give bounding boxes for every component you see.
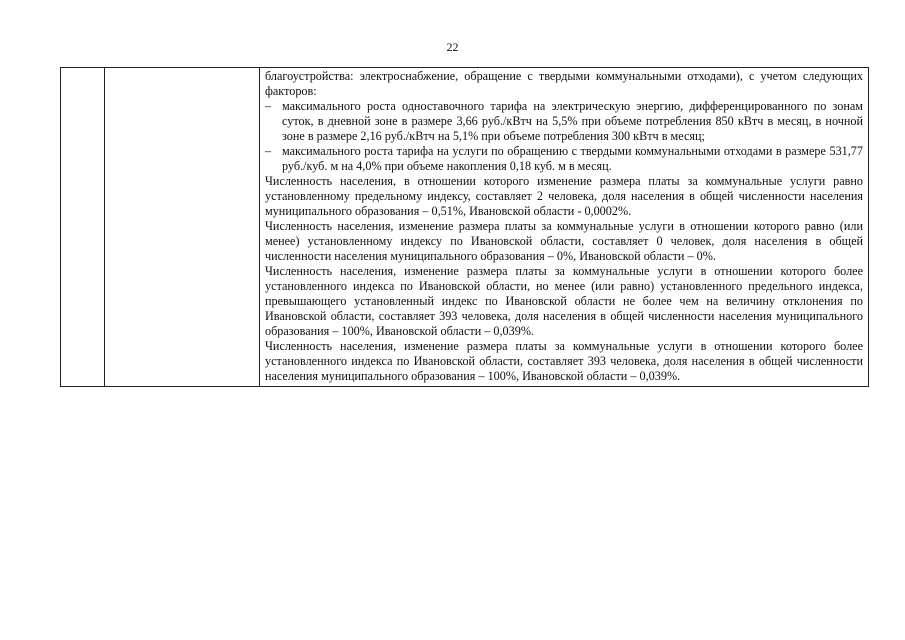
list-item-text: максимального роста одноставочного тарифа на электрическую энергию, дифференцированного по зонам суток, в дневной зоне в размере 3,66 руб./кВтч на 5,5% при объеме потребления 850 кВтч в месяц, в ночной зоне в размере 2,16 руб./кВтч на 5,1% при объеме потребления 300 кВтч в месяц; — [282, 99, 863, 143]
table-cell-name — [105, 68, 260, 387]
paragraph: Численность населения, изменение размера платы за коммунальные услуги в отношении которого равно (или менее) установленному индексу по Ивановской области, составляет 0 человек, доля населения в общей численности населения муниципального образования – 0%, Ивановской области – 0%. — [265, 219, 863, 263]
list-item-text: максимального роста тарифа на услуги по обращению с твердыми коммунальными отходами в размере 531,77 руб./куб. м на 4,0% при объеме накопления 0,18 куб. м в месяц. — [282, 144, 863, 173]
list-item — [265, 144, 863, 174]
list-marker: – — [265, 99, 272, 113]
cell-content — [260, 68, 868, 386]
table-cell-content — [260, 68, 869, 387]
page-number: 22 — [446, 40, 459, 54]
paragraph: Численность населения, в отношении которого изменение размера платы за коммунальные услуги равно установленному предельному индексу, составляет 2 человека, доля населения в общей численности населения муниципального образования – 0,51%, Ивановской области - 0,0002%. — [265, 174, 863, 218]
list-marker: – — [265, 144, 272, 158]
list-item — [265, 99, 863, 144]
paragraph: Численность населения, изменение размера платы за коммунальные услуги в отношении которого более установленного индекса по Ивановской области, но менее (или равно) установленного предельного индекса, превышающего установленный индекс по Ивановской области не более чем на величину отклонения по Ивановской области, составляет 393 человека, доля населения в общей численности населения муниципального образования – 100%, Ивановской области – 0,039%. — [265, 264, 863, 338]
paragraph: Численность населения, изменение размера платы за коммунальные услуги в отношении которого более установленного индекса по Ивановской области, составляет 393 человека, доля населения в общей численности населения муниципального образования – 100%, Ивановской области – 0,039%. — [265, 339, 863, 383]
intro-paragraph: благоустройства: электроснабжение, обращение с твердыми коммунальными отходами), с учетом следующих факторов: — [265, 69, 863, 98]
table-row — [61, 68, 869, 387]
table-cell-number — [61, 68, 105, 387]
document-table — [60, 67, 869, 387]
factor-list — [265, 99, 863, 174]
